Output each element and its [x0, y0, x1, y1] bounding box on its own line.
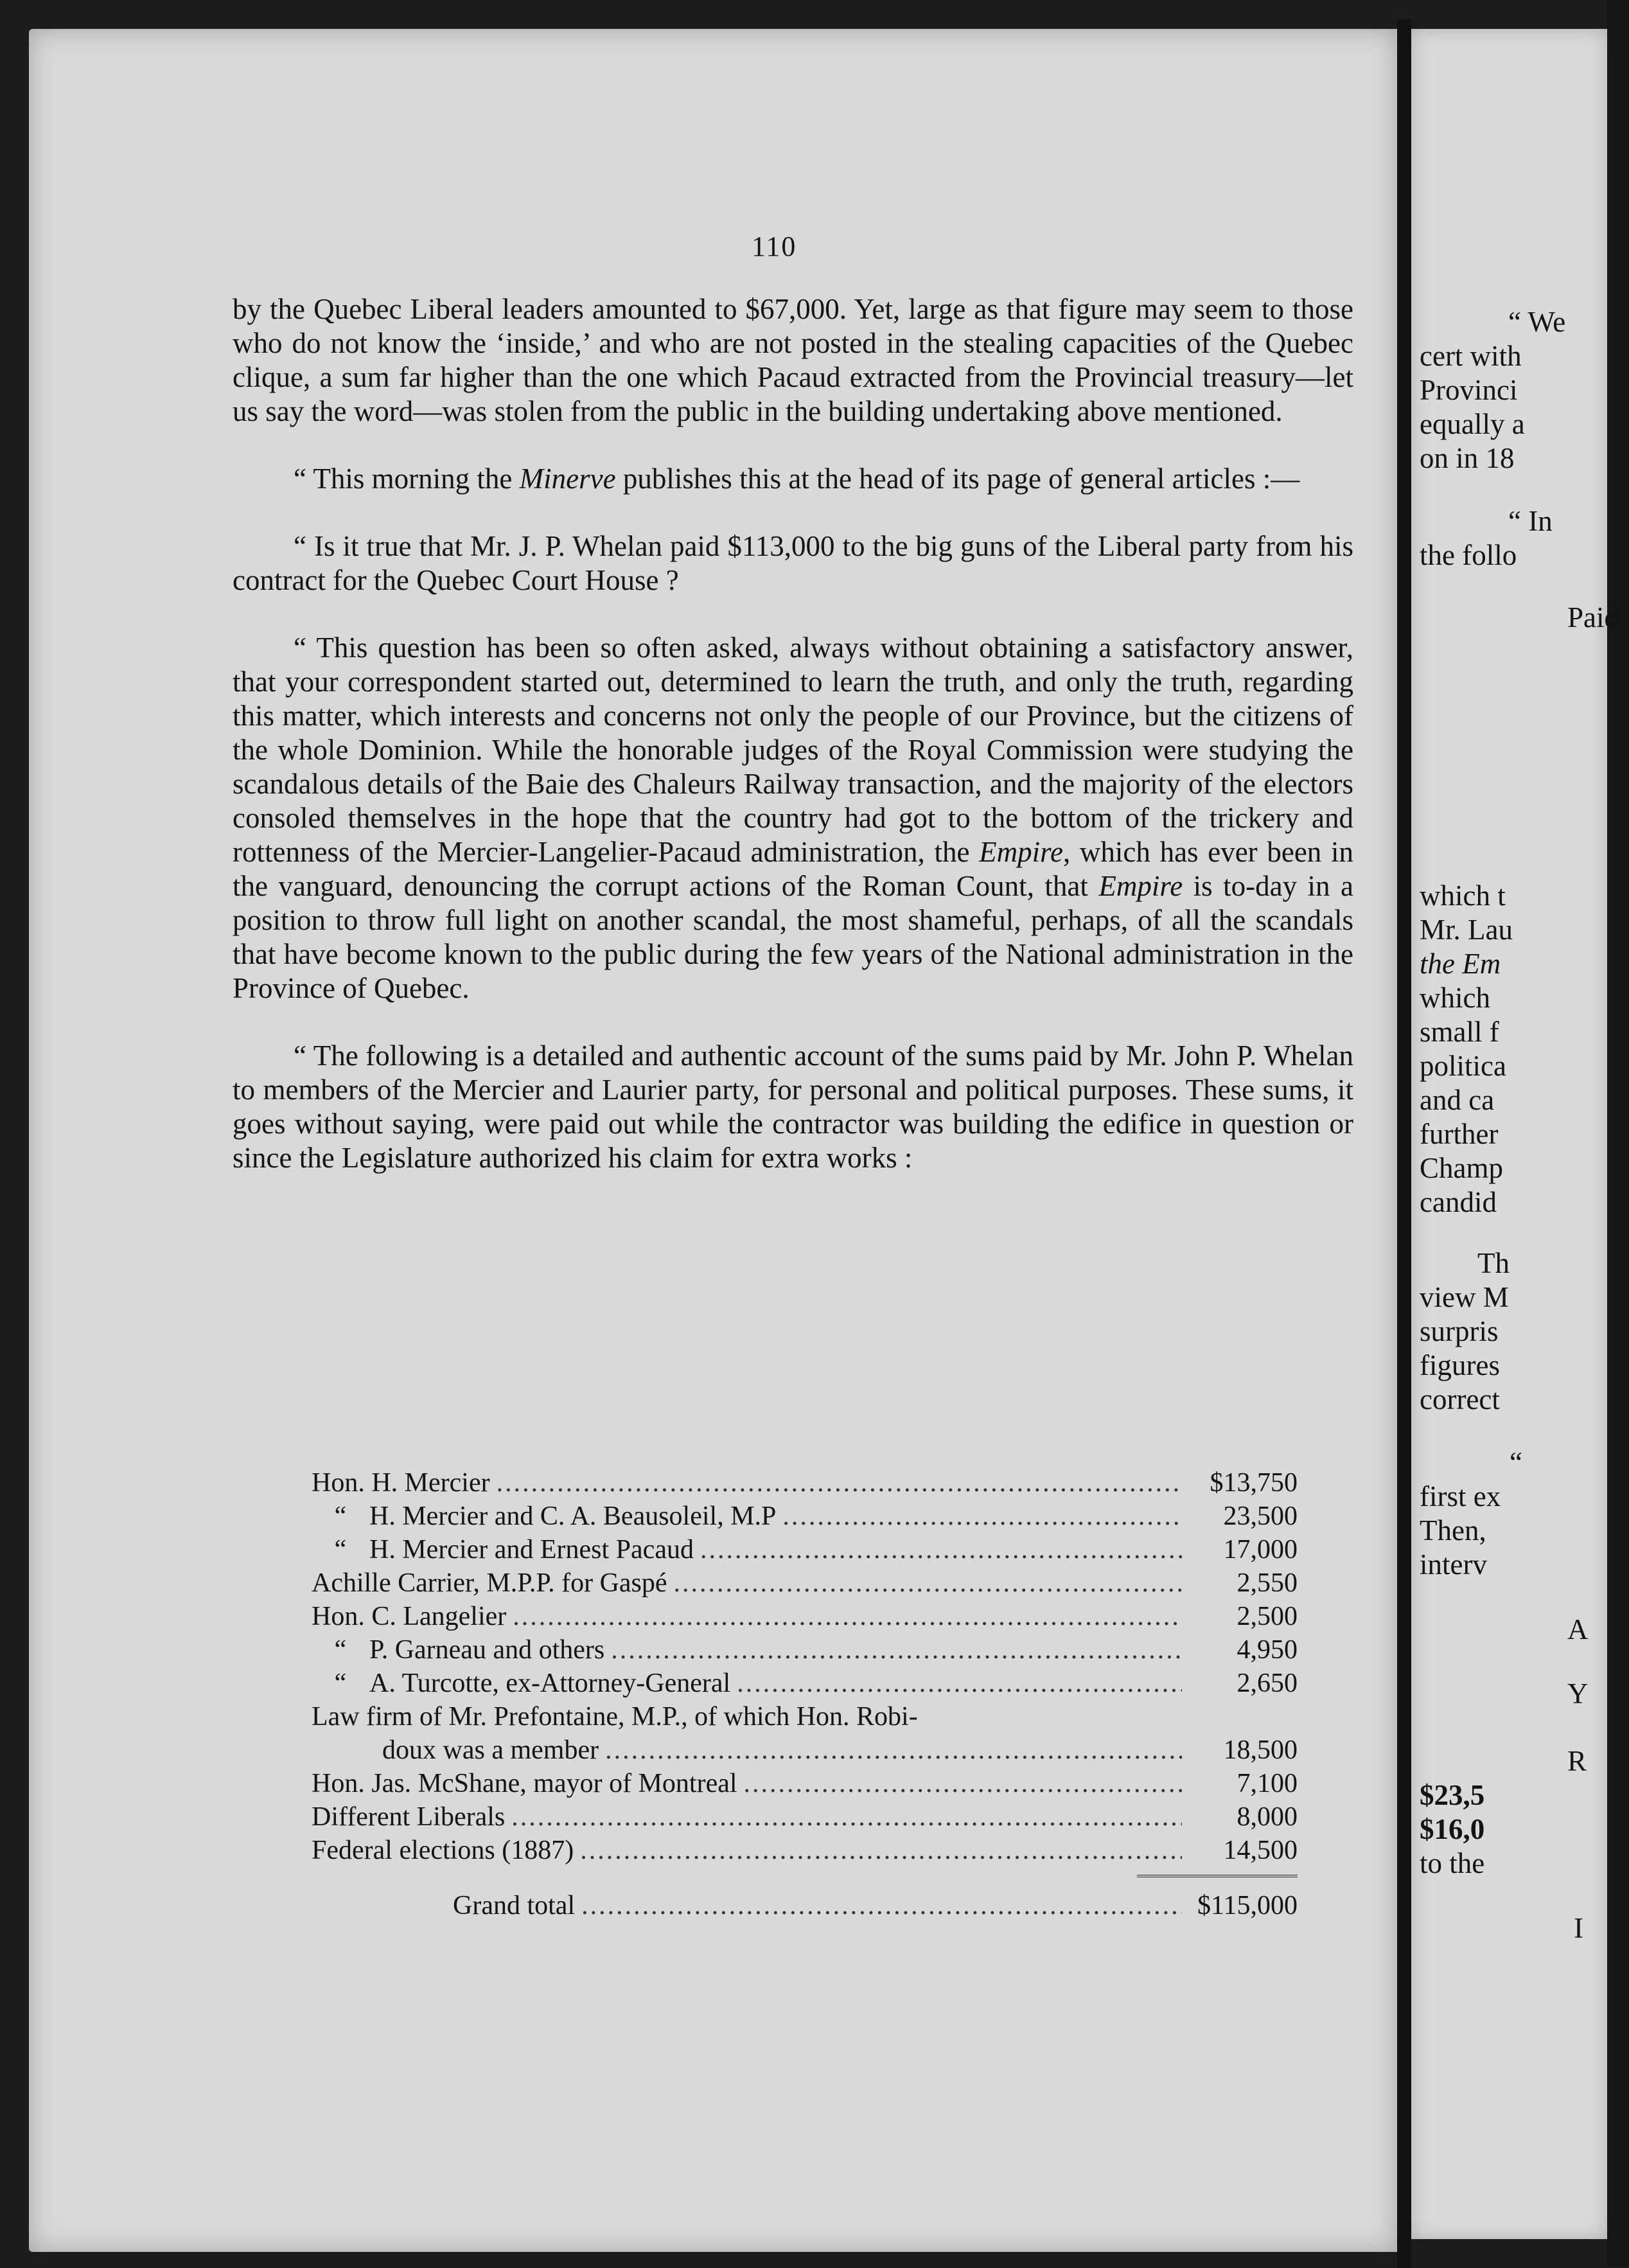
right-fragment: first ex [1420, 1480, 1501, 1512]
right-fragment: figures [1420, 1349, 1500, 1381]
right-fragment: Champ [1420, 1152, 1503, 1184]
ledger-row: “ H. Mercier and C. A. Beausoleil, M.P ..... 23,500 [312, 1500, 1298, 1533]
payments-ledger [312, 1466, 1298, 1922]
ledger-row: Federal elections (1887) ..... 14,500 [312, 1834, 1298, 1867]
right-fragment: which t [1420, 880, 1506, 912]
ledger-row: “ H. Mercier and Ernest Pacaud ..... 17,000 [312, 1533, 1298, 1566]
right-fragment: which [1420, 982, 1490, 1014]
paragraph-2-text-b: publishes this at the head of its page of general articles :— [615, 463, 1300, 495]
paragraph-2-text-a: “ This morning the [294, 463, 520, 495]
right-fragment: Paid [1567, 601, 1619, 633]
right-fragment: view M [1420, 1281, 1509, 1313]
right-fragment: and ca [1420, 1084, 1495, 1116]
paragraph-4-text-a: “ This question has been so often asked, always without obtaining a satisfactory answer, that your correspondent started out, determined to learn the truth, and only the truth, regarding this matter, which interests and concerns not only the people of our Province, but the citizens of the whole Dominion. While the honorable judges of the Royal Commission were studying the scandalous details of the Baie des Chaleurs Railway transaction, and the majority of the electors consoled themselves in the hope that the country had got to the bottom of the trickery and rottenness of the Mercier-Langelier-Pacaud administration, the [233, 632, 1353, 868]
ledger-total-row [312, 1889, 1298, 1922]
right-fragment: Provinci [1420, 374, 1518, 406]
paragraph-4-text-b: , which has ever been in the vanguard, denouncing the corrupt actions of the Roman Count, that [233, 836, 1353, 902]
ledger-row: Different Liberals ..... 8,000 [312, 1800, 1298, 1834]
right-fragment: “ [1510, 1446, 1522, 1478]
ledger-row: Hon. C. Langelier ..... 2,500 [312, 1600, 1298, 1633]
right-fragment: “ We [1508, 306, 1566, 338]
right-fragment: Then, [1420, 1514, 1486, 1546]
body-text [233, 292, 1353, 1175]
right-fragment: correct [1420, 1383, 1500, 1415]
right-fragment: R [1567, 1745, 1587, 1777]
ledger-row: Hon. H. Mercier ..... $13,750 [312, 1466, 1298, 1500]
right-fragment: the Em [1420, 948, 1501, 980]
newspaper-title-empire-2: Empire [1098, 870, 1183, 902]
right-fragment: equally a [1420, 408, 1525, 440]
grand-total-amount: $115,000 [1197, 1891, 1298, 1920]
paragraph-5: “ The following is a detailed and authentic account of the sums paid by Mr. John P. Whelan to members of the Mercier and Laurier party, for personal and political purposes. These sums, it goes without saying, were paid out while the contractor was building the edifice in question or since the Legislature authorized his claim for extra works : [233, 1040, 1353, 1174]
newspaper-title-minerve: Minerve [519, 463, 616, 495]
right-fragment: Y [1567, 1678, 1589, 1710]
paragraph-3: “ Is it true that Mr. J. P. Whelan paid $113,000 to the big guns of the Liberal party from his contract for the Quebec Court House ? [233, 530, 1353, 596]
right-fragment: surpris [1420, 1315, 1499, 1347]
ditto-mark: “ [334, 1635, 347, 1665]
ledger-row: Law firm of Mr. Prefontaine, M.P., of which Hon. Robi- [312, 1702, 918, 1732]
ledger-row: Achille Carrier, M.P.P. for Gaspé ..... 2,550 [312, 1566, 1298, 1600]
ledger-row: Hon. Jas. McShane, mayor of Montreal ..... 7,100 [312, 1767, 1298, 1800]
ditto-mark: “ [334, 1669, 347, 1698]
right-fragment: Th [1477, 1247, 1510, 1279]
ditto-mark: “ [334, 1535, 347, 1564]
right-fragment: small f [1420, 1016, 1499, 1048]
book-gutter [1397, 19, 1411, 2268]
right-fragment: $16,0 [1420, 1813, 1485, 1845]
right-fragment: I [1574, 1912, 1583, 1944]
total-rule [1137, 1875, 1298, 1880]
right-fragment: candid [1420, 1186, 1497, 1218]
paragraph-4 [233, 631, 1353, 1006]
paragraph-1: by the Quebec Liberal leaders amounted to $67,000. Yet, large as that figure may seem to those who do not know the ‘inside,’ and who are not posted in the stealing capacities of the Quebec clique, a sum far higher than the one which Pacaud extracted from the Provincial treasury—let us say the word—was stolen from the public in the building undertaking above mentioned. [233, 293, 1353, 427]
right-fragment: “ In [1508, 505, 1553, 537]
right-fragment: interv [1420, 1548, 1487, 1581]
right-edge [1607, 0, 1629, 2267]
ledger-row: doux was a member ..... 18,500 [312, 1733, 1298, 1767]
right-fragment: on in 18 [1420, 442, 1515, 474]
ditto-mark: “ [334, 1502, 347, 1531]
right-fragment: the follo [1420, 539, 1517, 571]
right-fragment: further [1420, 1118, 1499, 1150]
right-fragment: $23,5 [1420, 1779, 1485, 1811]
grand-total-label: Grand total [453, 1891, 576, 1920]
right-fragment: politica [1420, 1050, 1506, 1082]
ledger-row: “ P. Garneau and others ..... 4,950 [312, 1633, 1298, 1667]
paragraph-4-text-c: is to-day in a position to throw full light on another scandal, the most shameful, perhaps, of all the scandals that have become known to the public during the few years of the National administration in the Province of Quebec. [233, 870, 1354, 1004]
right-fragment: cert with [1420, 340, 1522, 372]
right-fragment: to the [1420, 1847, 1485, 1879]
ledger-row: “ A. Turcotte, ex-Attorney-General ..... 2,650 [312, 1667, 1298, 1700]
right-fragment: Mr. Lau [1420, 914, 1513, 946]
newspaper-title-empire-1: Empire [979, 836, 1063, 868]
paragraph-2 [233, 462, 1353, 496]
page-number: 110 [752, 231, 797, 262]
right-fragment: A [1567, 1613, 1589, 1645]
